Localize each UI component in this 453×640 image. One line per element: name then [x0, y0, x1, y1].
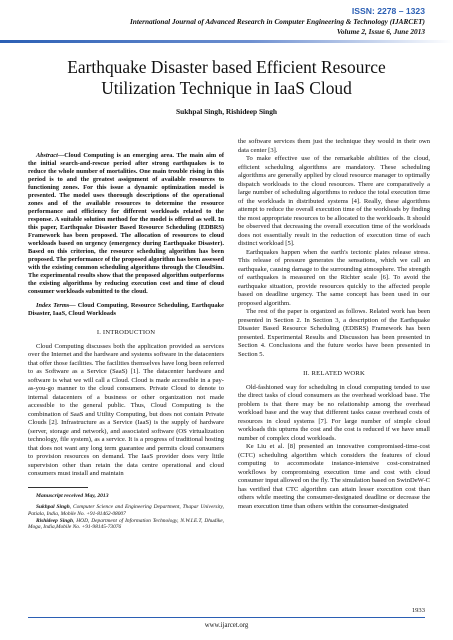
left-column	[28, 152, 224, 531]
issn-label: ISSN: 2278 – 1323	[351, 6, 425, 16]
footnote-rule	[28, 487, 88, 488]
abstract-lead: Abstract	[36, 152, 58, 159]
paper-authors: Sukhpal Singh, Rishideep Singh	[175, 107, 278, 116]
author-2-footnote	[28, 518, 224, 532]
right-paragraph-2: To make effective use of the remarkable abilities of the cloud, efficient scheduling algorithms are mandatory. These scheduling algorithms are generally applied by cloud resource manager to optimally dispatch workloads to the cloud resources. There are comparatively a large number of scheduling algorithms to reduce the total execution time of the workloads in distributed systems [4]. Really, these algorithms attempt to reduce the overall execution time of the workloads by finding the most appropriate resources to be allocated to the workloads. It should be observed that decreasing the overall execution time of the workloads does not essentially result in the reduction of execution time of each distinct workload [5].	[238, 155, 430, 247]
volume-issue: Volume 2, Issue 6, June 2013	[336, 27, 425, 36]
right-paragraph-1: the software services them just the technique they would in their own data center [3].	[238, 138, 430, 154]
index-terms-text: — Cloud Computing, Resource Scheduling, Earthquake Disaster, IaaS, Cloud Workloads	[28, 302, 224, 317]
manuscript-received: Manuscript received May, 2013	[36, 492, 109, 499]
paper-title	[28, 57, 425, 99]
abstract	[28, 152, 224, 296]
section-heading-related-work: II. RELATED WORK	[303, 370, 365, 377]
page-header	[0, 0, 453, 52]
right-column	[238, 138, 430, 511]
author-1-footnote	[28, 504, 224, 518]
related-paragraph-2: Ke Liu et al. [8] presented an innovative compromised-time-cost (CTC) scheduling algorithm which considers the features of cloud computing to accommodate instance-intensive cost-constrained workflows by compromising execution time and cost with cloud consumer input allowed on the fly. The simulation based on SwinDeW-C has verified that CTC algorithm can attain lesser execution cost than others while meeting the consumer-designated deadline or decrease the mean execution time than others within the consumer-designated	[238, 443, 430, 510]
title-line-2: Utilization Technique in IaaS Cloud	[101, 78, 352, 98]
index-terms-lead: Index Terms	[36, 302, 70, 309]
right-paragraph-4: The rest of the paper is organized as follows. Related work has been presented in Section 2. In Section 3, a description of the Earthquake Disaster Based Resource Scheduling (EDBRS) Framework has been presented. Experimental Results and Discussion has been presented in Section 4. Conclusions and the future works have been presented in Section 5.	[238, 308, 430, 358]
journal-name: International Journal of Advanced Research in Computer Engineering & Technology (IJARCET)	[129, 17, 425, 26]
related-paragraph-1: Old-fashioned way for scheduling in cloud computing tended to use the direct tasks of cloud consumers as the overhead workload base. The problem is that there may be no relationship among the overhead workload base and the way that different tasks cause overhead costs of resources in cloud systems [7]. For large number of simple cloud workloads this upturns the cost and the cost is reduced if we have small number of complex cloud workloads.	[238, 383, 430, 442]
footer-url[interactable]: www.ijarcet.org	[204, 622, 249, 629]
abstract-text: —Cloud Computing is an emerging area. The main aim of the initial search-and-rescue period after strong earthquakes is to reduce the whole number of mortalities. One main trouble rising in this period is to and the greatest assignment of available resources to functioning zones. For this issue a dynamic optimization model is presented. The model uses thorough descriptions of the operational zones and of the available resources to determine the resource performance and efficiency for different workloads related to the response. A suitable solution method for the model is offered as well. In this paper, Earthquake Disaster Based Resource Scheduling (EDBRS) Framework has been proposed. The allocation of resources to cloud workloads based on urgency (emergency during Earthquake Disaster). Based on this criterion, the resource scheduling algorithm has been proposed. The performance of the proposed algorithm has been assessed with the existing common scheduling algorithms through the CloudSim. The experimental results show that the proposed algorithm outperforms the existing algorithms by reducing execution cost and time of cloud consumer workloads submitted to the cloud.	[28, 152, 224, 295]
author-2-name: Rishideep Singh	[36, 517, 73, 524]
intro-paragraph: Cloud Computing discusses both the application provided as services over the Internet and the hardware and systems software in the datacenters that offer those facilities. The facilities themselves have long been referred to as Software as a Service (SaaS) [1]. The datacenter hardware and software is what we will call a Cloud. Cloud is made accessible in a pay-as-you-go manner to the cloud consumers. Private Cloud to denote to internal datacenters of a business or other organization not made accessible to the general public. Thus, Cloud Computing is the combination of SaaS and Utility Computing, but does not contain Private Clouds [2]. Infrastructure as a Service (IaaS) is the supply of hardware (server, storage and network), and associated software (OS virtualization technology, file system), as a service. It is a progress of traditional hosting that does not want any long term guarantee and permits cloud consumers to provision resources on demand. The IaaS provider does very little supervision other than retain the data centre operational and cloud consumers must install and maintain	[28, 342, 224, 477]
footer-rule	[28, 617, 425, 618]
author-2-affiliation: , HOD, Department of Information Technology, N.W.I.E.T, Dhudike, Moga, India,Mobile No. +91-98145-73076	[28, 517, 224, 531]
header-rule	[0, 40, 453, 43]
author-1-affiliation: , Computer Science and Engineering Department, Thapar University, Patiala, India, Mobile No. +91-81462-08007	[28, 504, 224, 517]
page-number: 1933	[411, 607, 425, 614]
section-heading-introduction: I. INTRODUCTION	[96, 329, 156, 336]
right-paragraph-3: Earthquakes happen when the earth's tectonic plates release stress. This release of pressure generates the sensations, which we call an earthquake, causing damage to the surrounding atmosphere. The strength of earthquakes is measured on the Richter scale [6]. To avoid the earthquake situation, provide resources quickly to the affected people based on deadline urgency. The same concept has been used in our proposed algorithm.	[238, 248, 430, 307]
author-1-name: Sukhpal Singh	[36, 504, 70, 510]
index-terms	[28, 302, 224, 318]
title-line-1: Earthquake Disaster based Efficient Resource	[67, 57, 386, 77]
